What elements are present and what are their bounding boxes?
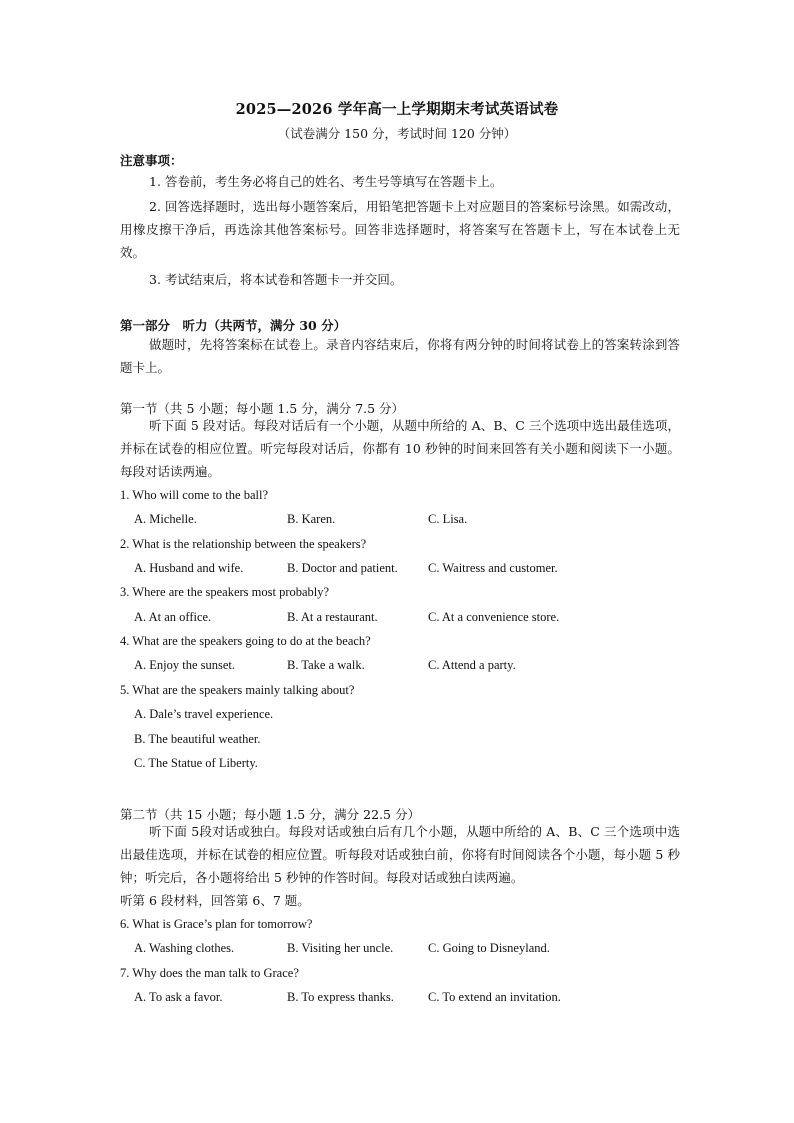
option-3c: C. At a convenience store. — [428, 610, 560, 624]
option-5b: B. The beautiful weather. — [134, 732, 261, 746]
option-7b: B. To express thanks. — [287, 990, 394, 1004]
notice-heading: 注意事项： — [120, 153, 183, 168]
option-1c: C. Lisa. — [428, 512, 468, 526]
page-title: 2025—2026 学年高一上学期期末考试英语试卷 — [235, 101, 559, 118]
part1-heading: 第一部分 听力（共两节，满分 30 分） — [120, 318, 347, 333]
notice-item-2: 2. 回答选择题时，选出每小题答案后，用铅笔把答题卡上对应题目的答案标号涂黑。如需改动，用橡皮擦干净后，再选涂其他答案标号。回答非选择题时，将答案写在答题卡上，写在本试卷上无效。 — [120, 199, 680, 260]
option-7c: C. To extend an invitation. — [428, 990, 561, 1004]
section2-material: 听第 6 段材料，回答第 6、7 题。 — [120, 893, 310, 908]
question-7: 7. Why does the man talk to Grace? — [120, 966, 299, 980]
question-3: 3. Where are the speakers most probably? — [120, 585, 330, 599]
option-5c: C. The Statue of Liberty. — [134, 756, 258, 770]
notice-item-1: 1. 答卷前，考生务必将自己的姓名、考生号等填写在答题卡上。 — [149, 174, 503, 189]
option-3b: B. At a restaurant. — [287, 610, 378, 624]
notice-item-3: 3. 考试结束后，将本试卷和答题卡一并交回。 — [149, 272, 403, 287]
option-4a: A. Enjoy the sunset. — [134, 658, 236, 672]
option-4c: C. Attend a party. — [428, 658, 516, 672]
question-5: 5. What are the speakers mainly talking about? — [120, 683, 355, 697]
section2-instructions: 听下面 5段对话或独白。每段对话或独白后有几个小题，从题中所给的 A、B、C 三个选项中选出最佳选项，并标在试卷的相应位置。听每段对话或独白前，你将有时间阅读各个小题，每小题 5 秒钟；听完后，各小题将给出 5 秒钟的作答时间。每段对话或独白读两遍。 — [120, 824, 680, 885]
option-6a: A. Washing clothes. — [134, 941, 235, 955]
option-2a: A. Husband and wife. — [134, 561, 244, 575]
option-1a: A. Michelle. — [134, 512, 197, 526]
option-6c: C. Going to Disneyland. — [428, 941, 550, 955]
section2-heading: 第二节（共 15 小题；每小题 1.5 分，满分 22.5 分） — [120, 807, 420, 822]
option-7a: A. To ask a favor. — [134, 990, 223, 1004]
option-6b: B. Visiting her uncle. — [287, 941, 394, 955]
page-subtitle: （试卷满分 150 分，考试时间 120 分钟） — [277, 126, 517, 141]
section1-instructions: 听下面 5 段对话。每段对话后有一个小题，从题中所给的 A、B、C 三个选项中选出最佳选项，并标在试卷的相应位置。听完每段对话后，你都有 10 秒钟的时间来回答有关小题和阅读下一小题。每段对话读两遍。 — [120, 418, 680, 479]
question-4: 4. What are the speakers going to do at the beach? — [120, 634, 371, 648]
option-3a: A. At an office. — [134, 610, 212, 624]
option-1b: B. Karen. — [287, 512, 336, 526]
option-5a: A. Dale’s travel experience. — [134, 707, 274, 721]
option-4b: B. Take a walk. — [287, 658, 365, 672]
option-2c: C. Waitress and customer. — [428, 561, 558, 575]
section1-heading: 第一节（共 5 小题；每小题 1.5 分，满分 7.5 分） — [120, 401, 405, 416]
question-2: 2. What is the relationship between the speakers? — [120, 537, 367, 551]
question-6: 6. What is Grace’s plan for tomorrow? — [120, 917, 313, 931]
option-2b: B. Doctor and patient. — [287, 561, 398, 575]
question-1: 1. Who will come to the ball? — [120, 488, 268, 502]
part1-intro: 做题时，先将答案标在试卷上。录音内容结束后，你将有两分钟的时间将试卷上的答案转涂到答题卡上。 — [120, 337, 680, 375]
